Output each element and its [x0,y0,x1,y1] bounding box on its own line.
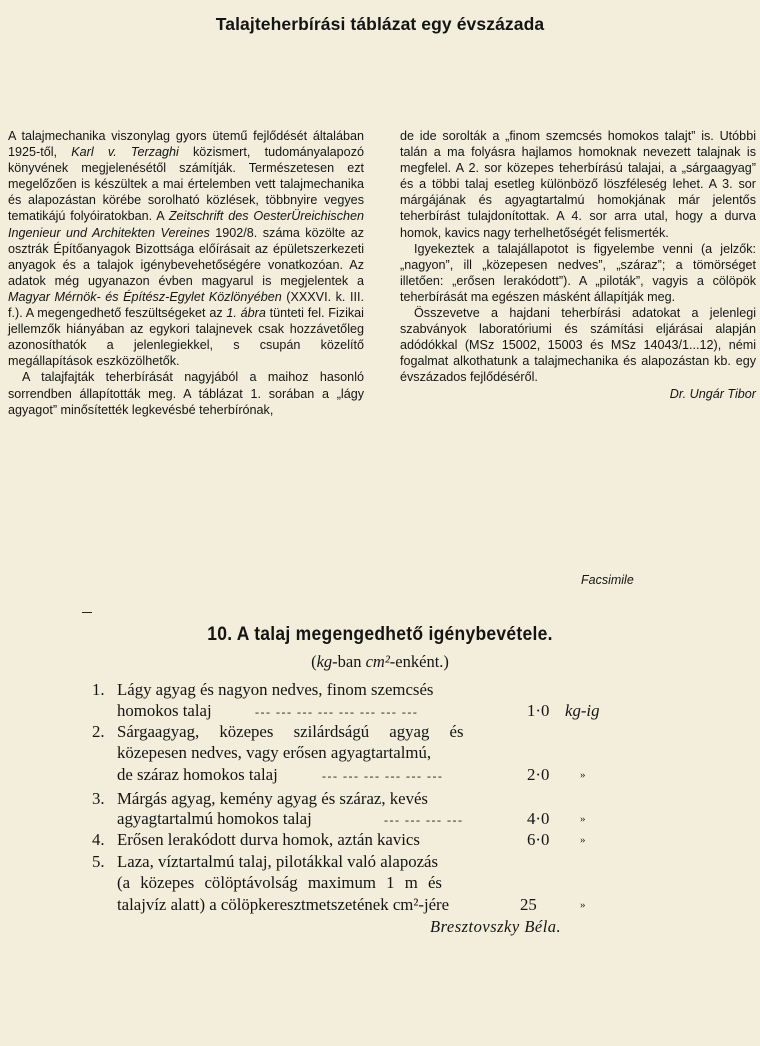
row-unit: » [580,834,586,846]
facsimile-label: Facsimile [581,573,634,587]
row-text-line: közepesen nedves, vagy erősen agyagtartalmú, [117,743,432,762]
row-unit: » [580,899,586,911]
row-text-line: talajvíz alatt) a cölöpkeresztmetszetének cm²-jére [117,895,450,914]
paragraph [8,369,364,417]
row-unit: kg-ig [565,701,600,720]
leader-dots: --- --- --- --- --- --- --- --- [255,705,419,719]
italic-text: 1. ábra [226,306,266,321]
facsimile-subtitle: (kg-ban cm²-enként.) [311,652,449,671]
row-unit: » [580,769,586,781]
italic-text: Karl v. Terzaghi [71,145,179,160]
row-number: 4. [92,830,105,849]
row-number: 5. [92,852,105,871]
right-column [400,128,756,402]
facsimile-title: 10. A talaj megengedhető igénybevétele. [207,624,553,645]
paragraph [400,128,756,241]
row-text-line: Lágy agyag és nagyon nedves, finom szemcsés [117,680,434,699]
left-column [8,128,364,418]
row-text-line: Sárgaagyag, közepes szilárdságú agyag és [117,722,464,741]
row-number: 2. [92,722,105,741]
text-segment: Összevetve a hajdani teherbírási adatokat a jelenlegi szabványok laboratóriumi és számítási eljárásai alapján adódókkal (MSz 15002, 15003 és MSz 14043/1...12), némi fogalmat alkothatunk a talajmechanika és alapozástan kb. egy évszázados fejlődéséről. [400,306,756,385]
text-segment: tünteti fel. Fizikai jellemzők hiányában az egykori talajnevek csak hozzávetőleg azonosíthatók a jelenlegiekkel, s csupán közelítő megállapítások eszközölhetők. [8,306,364,369]
row-value: 1·0 [527,701,550,720]
row-text-line: de száraz homokos talaj [117,765,278,784]
text-segment: 1902/8. száma közölte az osztrák Építőanyagok Bizottsága előírásait az épületszerkezeti anyagok és a talajok igénybevehetőségére vonatkozóan. Az adatok még ugyanazon évben magyarul is megjelentek a [8,225,364,288]
margin-mark [82,612,92,613]
row-text-line: Erősen lerakódott durva homok, aztán kavics [117,830,420,849]
text-segment: de ide sorolták a „finom szemcsés homokos talajt” is. Utóbbi talán a ma folyásra hajlamos homoknak nevezett talajnak is megfelel. A 2. sor közepes teherbírású talajai, a „sárgaagyag” és a többi talaj esetleg különböző löszféleség lehet. A 3. sor márgájának és agyagtartalmú homokjának már jelentős teherbírást tulajdonítottak. A 4. sor arra utal, hogy a durva homok, kavics nagy terhelhetőségét felismerték. [400,129,756,240]
italic-text: Zeitschrift des OesterÜreichischen Ingenieur und Architekten Vereines [8,209,364,240]
text-segment: közismert, tudományalapozó könyvének megjelenésétől számítják. Természetesen ezt megelőzően is készültek a mai értelemben vett talajmechanika és alapozástan körébe sorolható közlések, többnyire vegyes tematikájú folyóiratokban. A [8,145,364,224]
signature: Dr. Ungár Tibor [669,386,756,401]
row-number: 1. [92,680,105,699]
leader-dots: --- --- --- --- --- --- [322,769,444,783]
leader-dots: --- --- --- --- [384,813,464,827]
text-segment: A talajfajták teherbírását nagyjából a maihoz hasonló sorrendben állapították meg. A táblázat 1. sorában a „lágy agyagot” minősítették legkevésbé teherbírónak, [8,370,364,417]
row-text-line: homokos talaj [117,701,212,720]
row-text-line: Laza, víztartalmú talaj, pilotákkal való alapozás [117,852,439,871]
row-unit: » [580,813,586,825]
article-title: Talajteherbírási táblázat egy évszázada [215,14,545,34]
row-number: 3. [92,789,105,808]
row-value: 6·0 [527,830,550,849]
facsimile-author: Bresztovszky Béla. [430,917,562,936]
row-value: 4·0 [527,809,550,828]
text-segment: (XXXVI. k. III. f.). A megengedhető feszültségeket az [8,289,364,321]
paragraph [400,305,756,385]
text-segment: Igyekeztek a talajállapotot is figyelembe venni (a jelzők: „nagyon”, ill „közepesen nedves”, „száraz”; a tömörséget illetően: „erősen lerakódott”). A „piloták”, vagyis a cölöpök teherbírását ma egészen másként állapítják meg. [400,241,756,304]
row-text-line: Márgás agyag, kemény agyag és száraz, kevés [117,789,428,808]
text-segment: A talajmechanika viszonylag gyors ütemű fejlődését általában 1925-től, [8,129,364,160]
row-value: 2·0 [527,765,550,784]
paragraph [8,128,364,369]
row-text-line: agyagtartalmú homokos talaj [117,809,312,828]
paragraph [400,241,756,305]
italic-text: Magyar Mérnök- és Építész-Egylet Közlönyében [8,289,282,304]
row-text-line: (a közepes cölöptávolság maximum 1 m és [117,873,442,892]
row-value: 25 [520,895,537,914]
